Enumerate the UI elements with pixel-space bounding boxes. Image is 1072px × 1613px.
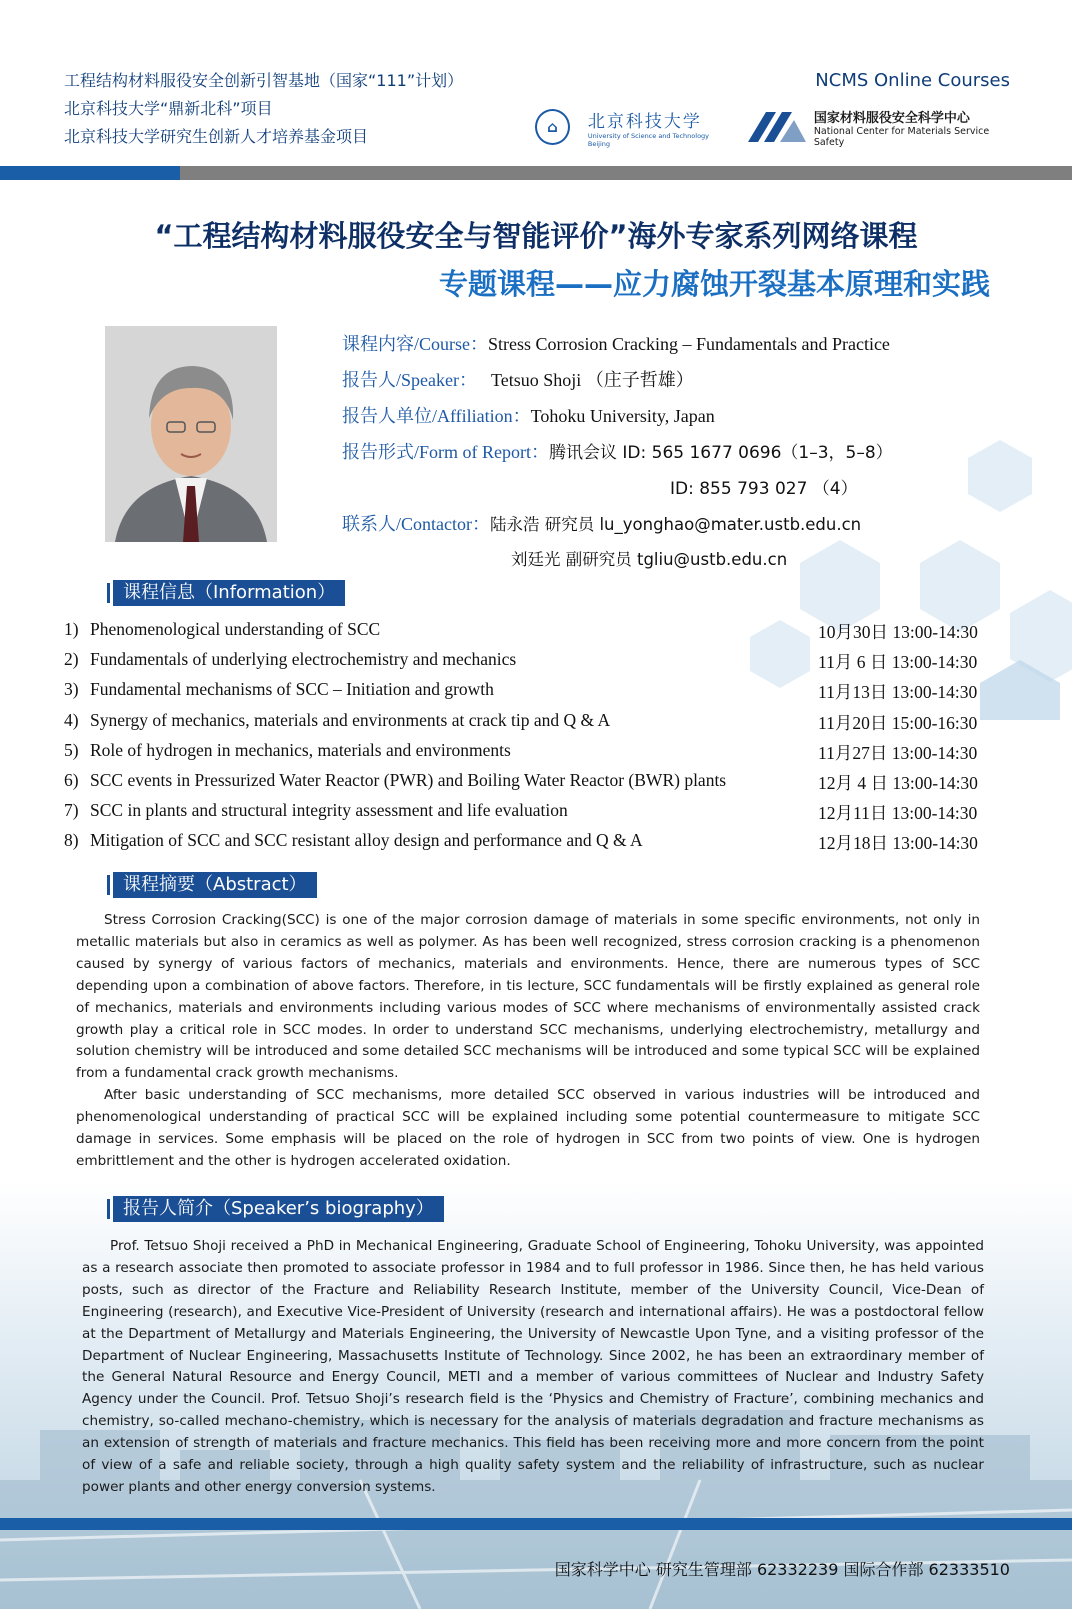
ustb-logo-text — [588, 107, 728, 148]
ncms-logo-icon — [746, 110, 806, 144]
course-label: 课程内容/Course： — [342, 334, 488, 354]
schedule-row — [64, 710, 994, 738]
header-line-3: 北京科技大学研究生创新人才培养基金项目 — [64, 127, 369, 146]
speaker-value: Tetsuo Shoji （庄子哲雄） — [490, 370, 694, 390]
abstract-text — [76, 910, 980, 1173]
schedule-num: 1) — [64, 619, 79, 639]
contact-row — [342, 510, 861, 536]
abstract-paragraph-1: Stress Corrosion Cracking(SCC) is one of the major corrosion damage of materials in some specific environments, not only in metallic materials but also in ceramics as well as polymer. As has been well recognized, stress corrosion cracking is a phenomenon caused by synergy of various factors of mechanics, materials and environments. Hence, there are numerous types of SCC depending upon a combination of above factors. Therefore, in tis lecture, SCC fundamentals will be firstly explained as general role of mechanics, materials and environments including various modes of SCC where mechanisms of environmentally assisted crack growth play a critical role in SCC modes. In order to understand SCC mechanisms, underlying electrochemistry, metallurgy and solution chemistry will be introduced and some detailed SCC mechanisms will be introduced and some typical SCC will be explained from a fundamental crack growth mechanisms. — [76, 912, 980, 1082]
page-subtitle: 专题课程——应力腐蚀开裂基本原理和实践 — [438, 267, 990, 301]
form-value-1: 腾讯会议 ID: 565 1677 0696（1–3，5–8） — [549, 443, 893, 463]
contact-value-2: 刘廷光 副研究员 tgliu@ustb.edu.cn — [511, 550, 788, 569]
speaker-portrait — [105, 326, 277, 542]
schedule-time: 12月11日 13:00-14:30 — [818, 803, 978, 824]
course-row — [342, 330, 890, 356]
schedule-num: 6) — [64, 770, 79, 790]
ustb-name-cn: 北京科技大学 — [587, 111, 702, 132]
schedule-num: 2) — [64, 649, 79, 670]
schedule-topic: Phenomenological understanding of SCC — [90, 619, 381, 639]
section-heading-biography: 报告人简介（Speaker’s biography） — [113, 1196, 444, 1222]
course-value: Stress Corrosion Cracking – Fundamentals and Practice — [488, 334, 890, 354]
schedule-row — [64, 649, 994, 677]
ncms-online-courses: NCMS Online Courses — [815, 70, 1010, 91]
schedule-topic: Fundamental mechanisms of SCC – Initiation and growth — [90, 679, 494, 700]
logo-strip — [535, 104, 1015, 150]
speaker-label: 报告人/Speaker： — [342, 370, 477, 390]
speaker-photo — [105, 326, 277, 542]
page-title: “工程结构材料服役安全与智能评价”海外专家系列网络课程 — [154, 219, 918, 253]
ncms-name-en: National Center for Materials Service Safety — [813, 125, 990, 148]
section-heading-abstract: 课程摘要（Abstract） — [113, 872, 317, 898]
header-divider-accent — [0, 166, 180, 180]
affiliation-row — [342, 402, 715, 428]
schedule-row — [64, 740, 994, 768]
speaker-row — [342, 366, 694, 392]
footer-contacts: 国家科学中心 研究生管理部 62332239 国际合作部 62333510 — [554, 1560, 1010, 1579]
ustb-name-en: University of Science and Technology Beijing — [587, 131, 710, 148]
schedule-time: 11月20日 15:00-16:30 — [818, 712, 978, 733]
schedule-topic: Role of hydrogen in mechanics, materials and environments — [90, 739, 511, 760]
schedule-row — [64, 830, 994, 858]
form-row — [342, 438, 893, 464]
schedule-num: 5) — [64, 739, 79, 760]
schedule-time: 12月 4 日 13:00-14:30 — [818, 773, 978, 793]
schedule-time: 11月 6 日 13:00-14:30 — [818, 652, 978, 673]
ustb-logo-icon: ⌂ — [535, 109, 570, 145]
affiliation-label: 报告人单位/Affiliation： — [342, 406, 531, 426]
schedule-row — [64, 800, 994, 828]
schedule-num: 4) — [64, 709, 79, 730]
section-heading-information: 课程信息（Information） — [113, 580, 345, 606]
schedule-time: 10月30日 13:00-14:30 — [818, 622, 978, 642]
schedule-row — [64, 619, 994, 647]
affiliation-value: Tohoku University, Japan — [530, 406, 715, 426]
footer-band — [0, 1518, 1072, 1530]
contact-value-1: 陆永浩 研究员 lu_yonghao@mater.ustb.edu.cn — [489, 515, 862, 534]
schedule-topic: SCC in plants and structural integrity assessment and life evaluation — [90, 800, 568, 821]
schedule-row — [64, 679, 994, 707]
schedule-topic: SCC events in Pressurized Water Reactor (PWR) and Boiling Water Reactor (BWR) plants — [90, 770, 727, 790]
contact-label: 联系人/Contactor： — [342, 514, 490, 534]
schedule-time: 12月18日 13:00-14:30 — [818, 833, 978, 854]
header-line-1: 工程结构材料服役安全创新引智基地（国家“111”计划） — [64, 71, 464, 90]
ncms-name-cn: 国家材料服役安全科学中心 — [813, 110, 970, 126]
biography-paragraph: Prof. Tetsuo Shoji received a PhD in Mechanical Engineering, Graduate School of Engineering, Tohoku University, was appointed as a research associate then promoted to associate professor in 1984 and to full professor in 1986. Since then, he has held various posts, such as director of the Fracture and Reliability Research Institute, member of the University Council, Vice-Dean of Engineering (research), and Executive Vice-President of University (research and international affairs). He was a postdoctoral fellow at the Department of Metallurgy and Materials Engineering, the University of Newcastle Upon Tyne, and a visiting professor of the Department of Nuclear Engineering, Massachusetts Institute of Technology. Since 2002, he has been an extraordinary member of the General Natural Resource and Energy Council, METI and a member of various committees of Nuclear and Industry Safety Agency under the Council. Prof. Tetsuo Shoji’s research field is the ‘Physics and Chemistry of Fracture’, combining mechanics and chemistry, so-called mechano-chemistry, which is necessary for the analysis of materials degradation and fracture mechanisms as an extension of strength of materials and fracture mechanics. This field has been receiving more and more concern from the point of view of a safe and reliable society, through a high quality safety system and the reliability of infrastructure, such as nuclear power plants and other energy conversion systems. — [82, 1238, 984, 1495]
schedule-time: 11月27日 13:00-14:30 — [818, 742, 978, 763]
form-value-2: ID: 855 793 027 （4） — [670, 479, 858, 499]
schedule-topic: Mitigation of SCC and SCC resistant alloy design and performance and Q & A — [90, 830, 643, 851]
schedule-time: 11月13日 13:00-14:30 — [818, 682, 978, 703]
header-line-2: 北京科技大学“鼎新北科”项目 — [64, 99, 273, 118]
schedule-row — [64, 770, 994, 798]
biography-text — [82, 1236, 984, 1499]
schedule-num: 3) — [64, 679, 79, 700]
schedule-topic: Fundamentals of underlying electrochemistry and mechanics — [90, 649, 517, 670]
ncms-logo — [746, 107, 1015, 148]
abstract-paragraph-2: After basic understanding of SCC mechanisms, more detailed SCC observed in various industries will be introduced and phenomenological understanding of practical SCC will be explained including some potential countermeasure to mitigate SCC damage in services. Some emphasis will be placed on the role of hydrogen in SCC from two points of view. One is hydrogen embrittlement and the other is hydrogen accelerated oxidation. — [76, 1087, 980, 1169]
schedule-num: 8) — [64, 830, 79, 851]
schedule-topic: Synergy of mechanics, materials and environments at crack tip and Q & A — [90, 709, 611, 730]
schedule-num: 7) — [64, 800, 79, 821]
form-label: 报告形式/Form of Report： — [342, 442, 549, 462]
